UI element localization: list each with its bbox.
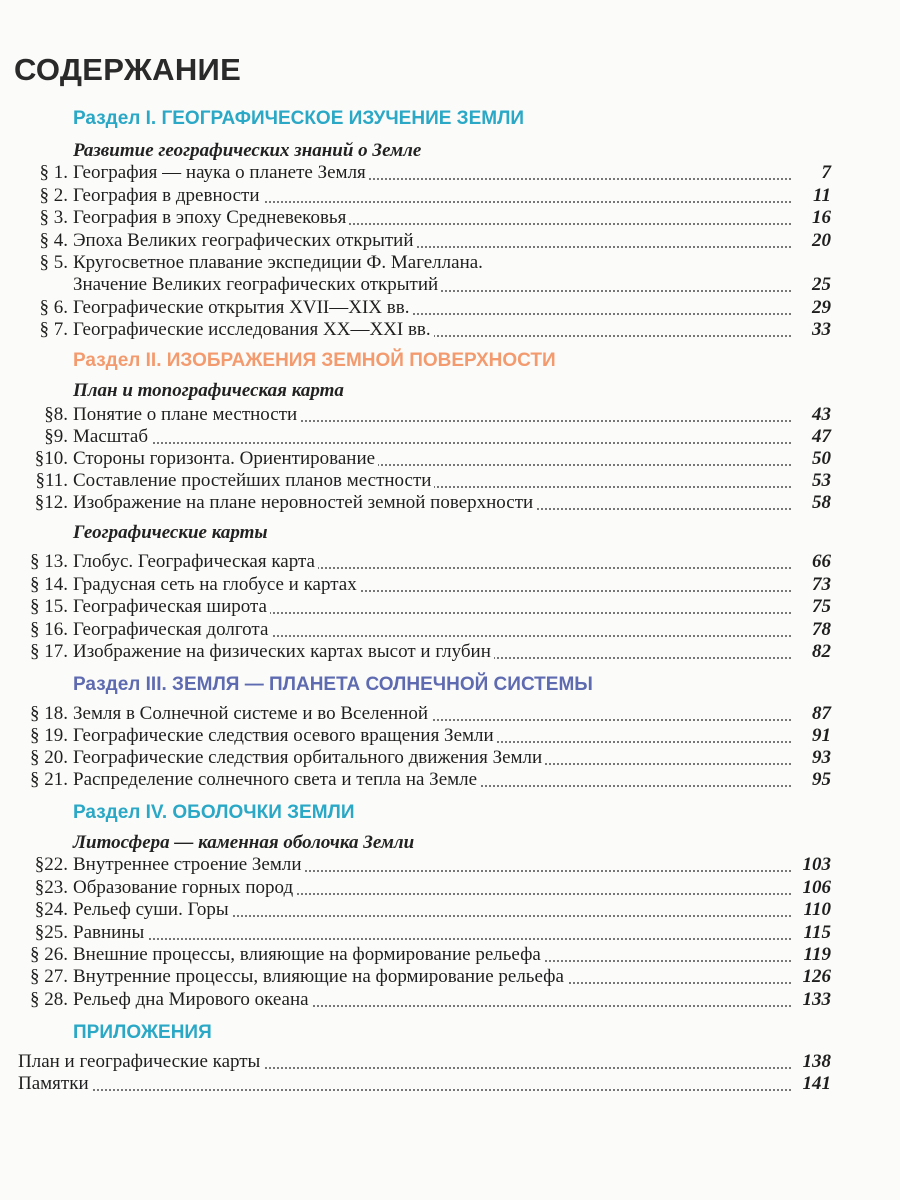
entry-title: Географические следствия осевого вращения Земли [73,725,497,747]
entry-number: §10. [35,448,71,470]
entry-title: План и географические карты [18,1051,263,1073]
entry-number: § 27. [30,966,71,988]
toc-entry[interactable] [18,619,831,641]
entry-number: § 7. [40,319,72,341]
toc-entry[interactable] [18,1073,831,1095]
entry-number: §25. [35,922,71,944]
entry-number: §23. [35,877,71,899]
section-heading: ПРИЛОЖЕНИЯ [73,1022,212,1043]
entry-page: 119 [800,944,831,966]
toc-entry[interactable] [18,725,831,747]
toc-entry[interactable] [18,492,831,514]
entry-title: Понятие о плане местности [73,404,300,426]
entry-title: Рельеф дна Мирового океана [73,989,312,1011]
entry-page: 53 [808,470,831,492]
entry-page: 103 [799,854,832,876]
entry-title: Географические следствия орбитального движения Земли [73,747,545,769]
entry-title: Географические исследования XX—XXI вв. [73,319,434,341]
entry-number: § 28. [30,989,71,1011]
entry-number: § 5. [40,252,72,274]
entry-page: 133 [799,989,832,1011]
entry-number: § 4. [40,230,72,252]
entry-number: §9. [44,426,71,448]
entry-title: Земля в Солнечной системе и во Вселенной [73,703,431,725]
entry-number: §12. [35,492,71,514]
toc-entry[interactable] [18,551,831,573]
entry-number: § 16. [30,619,71,641]
section-heading: Раздел I. ГЕОГРАФИЧЕСКОЕ ИЗУЧЕНИЕ ЗЕМЛИ [73,108,525,129]
toc-entry[interactable] [18,230,831,252]
entry-page: 16 [808,207,831,229]
section-heading: Раздел II. ИЗОБРАЖЕНИЯ ЗЕМНОЙ ПОВЕРХНОСТИ [73,350,556,371]
toc-entry[interactable] [18,989,831,1011]
entry-page: 33 [808,319,831,341]
toc-entry[interactable] [18,252,831,274]
entry-title: Памятки [18,1073,92,1095]
subsection-heading: План и топографическая карта [73,380,344,401]
entry-title: Глобус. Географическая карта [73,551,318,573]
entry-page: 115 [800,922,831,944]
entry-page: 138 [799,1051,832,1073]
entry-page: 29 [808,297,831,319]
entry-page: 11 [809,185,831,207]
toc-entry[interactable] [18,574,831,596]
subsection-heading: Развитие географических знаний о Земле [73,140,422,161]
entry-title: География в древности [73,185,263,207]
entry-page: 141 [799,1073,832,1095]
entry-page: 91 [808,725,831,747]
toc-entry[interactable] [18,596,831,618]
entry-number: §11. [35,470,71,492]
entry-page: 106 [799,877,832,899]
toc-entry[interactable] [18,207,831,229]
entry-number: § 2. [40,185,72,207]
entry-page: 66 [808,551,831,573]
entry-number: § 17. [30,641,71,663]
entry-title: Изображение на плане неровностей земной поверхности [73,492,536,514]
entry-title: Рельеф суши. Горы [73,899,232,921]
entry-number: § 6. [40,297,72,319]
entry-page: 58 [808,492,831,514]
entry-page: 82 [808,641,831,663]
toc-entry[interactable] [18,877,831,899]
toc-entry[interactable] [18,854,831,876]
subsection-heading: Географические карты [73,522,268,543]
entry-number: § 13. [30,551,71,573]
toc-entry-continuation[interactable] [18,274,831,296]
entry-page: 43 [808,404,831,426]
toc-entry[interactable] [18,470,831,492]
toc-entry[interactable] [18,703,831,725]
entry-number: § 15. [30,596,71,618]
entry-title: Географические открытия XVII—XIX вв. [73,297,412,319]
entry-title: Географическая широта [73,596,270,618]
entry-title: География в эпоху Средневековья [73,207,349,229]
section-heading: Раздел IV. ОБОЛОЧКИ ЗЕМЛИ [73,802,355,823]
entry-title: Кругосветное плавание экспедиции Ф. Магеллана. [73,252,486,274]
toc-entry[interactable] [18,966,831,988]
entry-page: 75 [808,596,831,618]
entry-title: Градусная сеть на глобусе и картах [73,574,360,596]
entry-title: Внутренние процессы, влияющие на формирование рельефа [73,966,567,988]
entry-number: §24. [35,899,71,921]
entry-title: Эпоха Великих географических открытий [73,230,417,252]
toc-entry[interactable] [18,319,831,341]
toc-entry[interactable] [18,297,831,319]
entry-page: 20 [808,230,831,252]
entry-page: 78 [808,619,831,641]
entry-page: 93 [808,747,831,769]
entry-title: Внешние процессы, влияющие на формирование рельефа [73,944,544,966]
entry-number: § 14. [30,574,71,596]
entry-title: Географическая долгота [73,619,271,641]
toc-entry[interactable] [18,641,831,663]
toc-entry[interactable] [18,944,831,966]
subsection-heading: Литосфера — каменная оболочка Земли [73,832,415,853]
entry-number: § 1. [40,162,72,184]
toc-entry[interactable] [18,404,831,426]
entry-title: Образование горных пород [73,877,296,899]
entry-page: 47 [808,426,831,448]
toc-entry[interactable] [18,448,831,470]
page-title: СОДЕРЖАНИЕ [14,52,242,87]
entry-title: Значение Великих географических открытий [73,274,441,296]
toc-entry[interactable] [18,185,831,207]
entry-title: Внутреннее строение Земли [73,854,305,876]
toc-entry[interactable] [18,1051,831,1073]
entry-number: § 21. [30,769,71,791]
toc-entry[interactable] [18,162,831,184]
section-heading: Раздел III. ЗЕМЛЯ — ПЛАНЕТА СОЛНЕЧНОЙ СИСТЕМЫ [73,674,593,695]
entry-number: §8. [44,404,71,426]
entry-page: 7 [818,162,832,184]
entry-page: 73 [808,574,831,596]
entry-number: § 19. [30,725,71,747]
toc-entry[interactable] [18,899,831,921]
entry-title: Составление простейших планов местности [73,470,434,492]
entry-title: Стороны горизонта. Ориентирование [73,448,378,470]
entry-page: 25 [808,274,831,296]
entry-title: Равнины [73,922,147,944]
entry-page: 95 [808,769,831,791]
entry-number: § 3. [40,207,72,229]
entry-number: § 20. [30,747,71,769]
leader-dots [73,938,791,940]
toc-entry[interactable] [18,426,831,448]
leader-dots [18,1089,791,1091]
entry-title: Изображение на физических картах высот и глубин [73,641,494,663]
toc-entry[interactable] [18,922,831,944]
toc-entry[interactable] [18,769,831,791]
entry-title: Масштаб [73,426,151,448]
entry-number: § 18. [30,703,71,725]
entry-page: 110 [800,899,831,921]
entry-page: 126 [799,966,832,988]
entry-page: 87 [808,703,831,725]
toc-entry[interactable] [18,747,831,769]
entry-number: §22. [35,854,71,876]
leader-dots [73,442,791,444]
entry-title: География — наука о планете Земля [73,162,369,184]
entry-number: § 26. [30,944,71,966]
entry-title: Распределение солнечного света и тепла на Земле [73,769,480,791]
entry-page: 50 [808,448,831,470]
